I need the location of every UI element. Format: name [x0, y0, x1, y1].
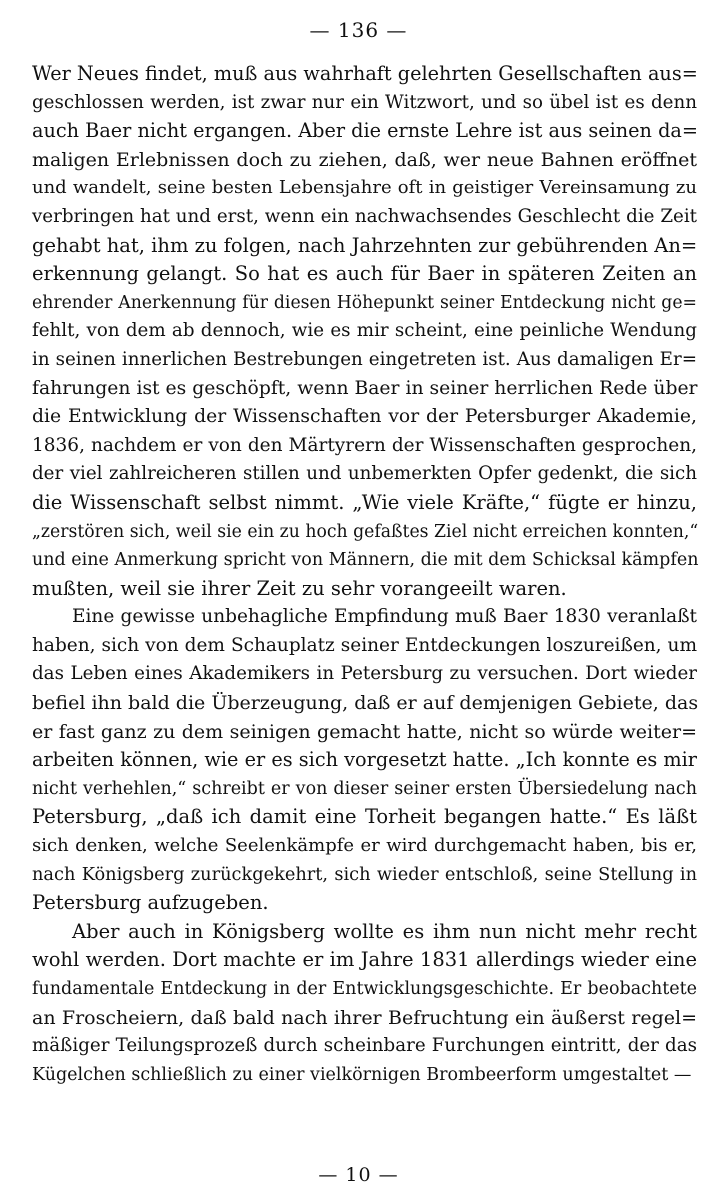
text-line: fehlt, von dem ab dennoch, wie es mir scheint, eine peinliche Wendung: [32, 320, 697, 342]
text-line: geschlossen werden, ist zwar nur ein Witzwort, und so übel ist es denn: [32, 91, 697, 113]
text-line: wohl werden. Dort machte er im Jahre 1831 allerdings wieder eine: [32, 948, 697, 972]
text-line: auch Baer nicht ergangen. Aber die ernste Lehre ist aus seinen da=: [32, 119, 698, 143]
text-line: sich denken, welche Seelenkämpfe er wird durchgemacht haben, bis er,: [32, 835, 697, 857]
text-line: fahrungen ist es geschöpft, wenn Baer in seiner herrlichen Rede über: [32, 377, 698, 399]
text-line: maligen Erlebnissen doch zu ziehen, daß, wer neue Bahnen eröffnet: [32, 148, 697, 171]
body-text: [32, 60, 697, 1089]
text-line: befiel ihn bald die Überzeugung, daß er auf demjenigen Gebiete, das: [32, 692, 699, 715]
page-number: — 136 —: [309, 18, 408, 42]
text-line: das Leben eines Akademikers in Petersburg zu versuchen. Dort wieder: [32, 663, 697, 685]
text-line: in seinen innerlichen Bestrebungen eingetreten ist. Aus damaligen Er=: [32, 348, 697, 370]
text-line: 1836, nachdem er von den Märtyrern der Wissenschaften gesprochen,: [32, 434, 697, 456]
text-line: und eine Anmerkung spricht von Männern, die mit dem Schicksal kämpfen: [32, 550, 699, 571]
text-line: Petersburg aufzugeben.: [32, 891, 269, 915]
text-line: er fast ganz zu dem seinigen gemacht hatte, nicht so würde weiter=: [32, 720, 697, 743]
text-line: gehabt hat, ihm zu folgen, nach Jahrzehnten zur gebührenden An=: [32, 233, 698, 257]
text-line: Petersburg, „daß ich damit eine Torheit begangen hatte.“ Es läßt: [32, 805, 697, 829]
text-line: die Wissenschaft selbst nimmt. „Wie viele Kräfte,“ fügte er hinzu,: [32, 490, 697, 514]
text-line: nach Königsberg zurückgekehrt, sich wieder entschloß, seine Stellung in: [32, 864, 697, 885]
text-line: Wer Neues findet, muß aus wahrhaft gelehrten Gesellschaften aus=: [32, 62, 698, 85]
text-line: Aber auch in Königsberg wollte es ihm nun nicht mehr recht: [72, 919, 697, 943]
text-line: haben, sich von dem Schauplatz seiner Entdeckungen loszureißen, um: [32, 634, 697, 656]
text-line: verbringen hat und erst, wenn ein nachwachsendes Geschlecht die Zeit: [32, 205, 697, 227]
text-line: Eine gewisse unbehagliche Empfindung muß Baer 1830 veranlaßt: [72, 606, 697, 628]
paragraph-3: [32, 918, 697, 1090]
text-line: an Froscheiern, daß bald nach ihrer Befruchtung ein äußerst regel=: [32, 1006, 697, 1029]
text-line: mäßiger Teilungsprozeß durch scheinbare Furchungen eintritt, der das: [32, 1035, 697, 1057]
text-line: Kügelchen schließlich zu einer vielkörnigen Brombeerform umgestaltet —: [32, 1064, 692, 1085]
text-line: „zerstören sich, weil sie ein zu hoch gefaßtes Ziel nicht erreichen konnten,“: [32, 521, 699, 542]
text-line: die Entwicklung der Wissenschaften vor der Petersburger Akademie,: [32, 406, 697, 428]
text-line: nicht verhehlen,“ schreibt er von dieser seiner ersten Übersiedelung nach: [32, 778, 697, 799]
paragraph-1: [32, 60, 697, 603]
text-line: erkennung gelangt. So hat es auch für Baer in späteren Zeiten an: [32, 262, 697, 286]
text-line: der viel zahlreicheren stillen und unbemerkten Opfer gedenkt, die sich: [32, 463, 697, 485]
text-line: ehrender Anerkennung für diesen Höhepunkt seiner Entdeckung nicht ge=: [32, 292, 697, 313]
text-line: arbeiten können, wie er es sich vorgesetzt hatte. „Ich konnte es mir: [32, 748, 697, 772]
text-line: und wandelt, seine besten Lebensjahre oft in geistiger Vereinsamung zu: [32, 177, 697, 199]
text-line: fundamentale Entdeckung in der Entwicklungsgeschichte. Er beobachtete: [32, 979, 697, 999]
printer-signature: — 10 —: [318, 1164, 399, 1186]
text-line: mußten, weil sie ihrer Zeit zu sehr vorangeeilt waren.: [32, 576, 567, 600]
paragraph-2: [32, 603, 697, 918]
